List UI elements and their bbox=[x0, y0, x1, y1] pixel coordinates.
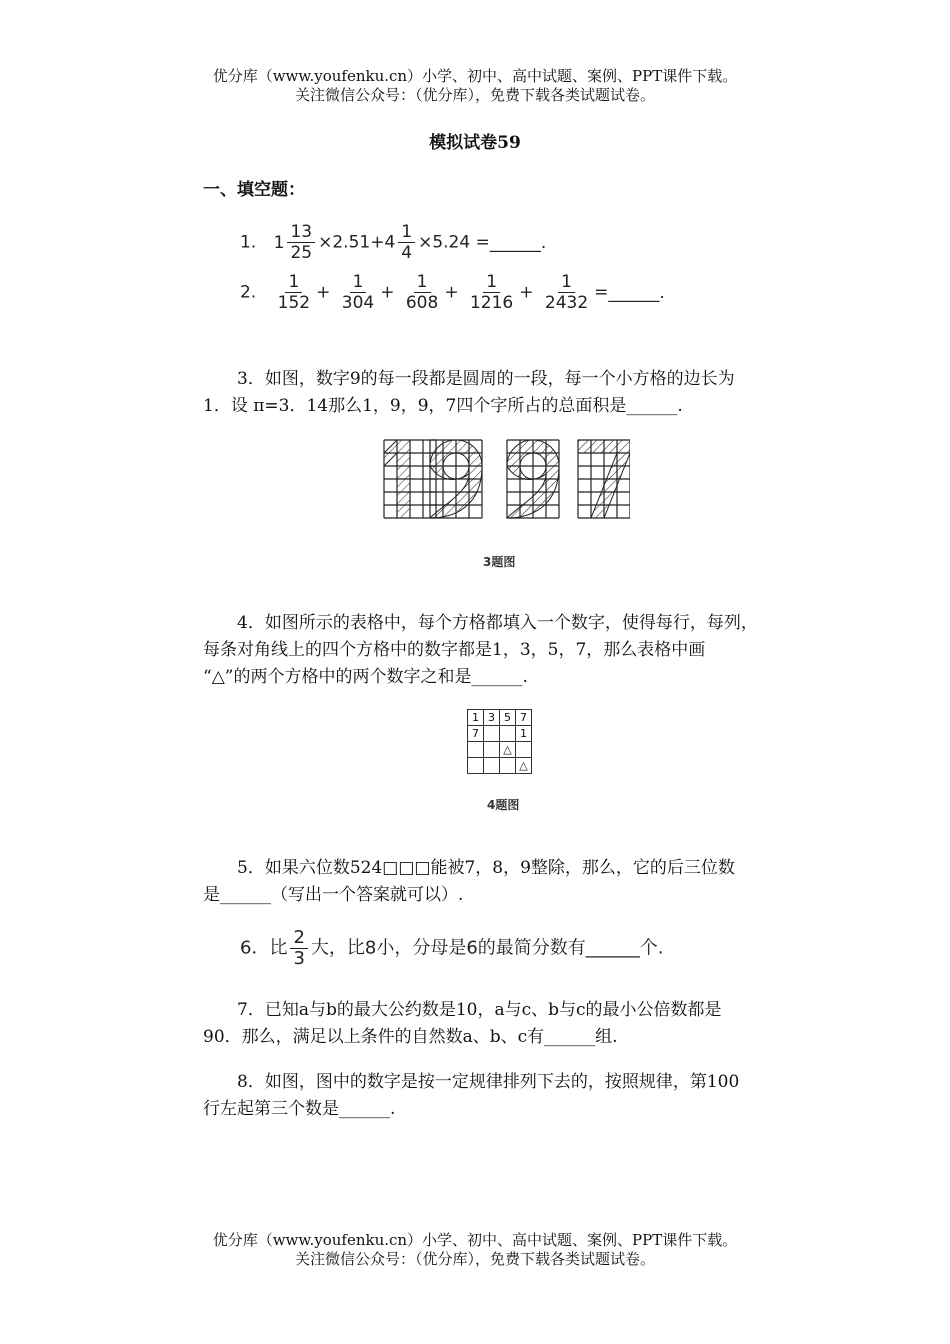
q4-grid-row bbox=[468, 742, 532, 758]
q4-grid-cell bbox=[484, 742, 500, 758]
q1-fraction-1-den: 25 bbox=[290, 243, 313, 263]
question-4 bbox=[203, 610, 813, 691]
q2-number: 2. bbox=[240, 282, 257, 303]
digit-9-grid bbox=[430, 440, 482, 518]
section-heading: 一、填空题： bbox=[203, 180, 305, 200]
q4-grid-row bbox=[468, 758, 532, 774]
q2-fraction-num: 1 bbox=[414, 272, 431, 293]
question-3 bbox=[203, 366, 813, 420]
q3-line-1: 3．如图，数字9的每一段都是圆周的一段，每一个小方格的边长为 bbox=[237, 369, 735, 389]
q2-fraction bbox=[542, 272, 591, 313]
q1-fraction-1-num: 13 bbox=[287, 222, 315, 243]
q2-fraction bbox=[339, 272, 377, 313]
q4-caption: 4题图 bbox=[487, 798, 520, 812]
q2-fraction bbox=[403, 272, 441, 313]
q2-fraction-den: 2432 bbox=[544, 293, 589, 313]
q3-line-2: 1．设 π=3．14那么1，9，9，7四个字所占的总面积是______. bbox=[203, 396, 683, 416]
q2-fraction-num: 1 bbox=[350, 272, 367, 293]
q2-fraction-den: 1216 bbox=[469, 293, 514, 313]
q4-grid-cell bbox=[468, 742, 484, 758]
q4-grid-cell: 1 bbox=[468, 710, 484, 726]
q4-grid-row bbox=[468, 710, 532, 726]
question-7 bbox=[203, 997, 813, 1051]
q1-fraction-2 bbox=[398, 222, 415, 263]
footer-line-1: 优分库（www.youfenku.cn）小学、初中、高中试题、案例、PPT课件下载。 bbox=[212, 1231, 738, 1249]
q6-fraction-num: 2 bbox=[290, 928, 307, 949]
digit-7-grid bbox=[578, 440, 630, 518]
q2-plus: + bbox=[316, 282, 331, 303]
footer-line-2: 关注微信公众号：（优分库），免费下载各类试题试卷。 bbox=[294, 1250, 655, 1268]
q4-grid-cell bbox=[484, 726, 500, 742]
q4-grid-cell bbox=[516, 742, 532, 758]
q6-fraction bbox=[290, 928, 307, 969]
q2-plus: + bbox=[444, 282, 459, 303]
q3-figure bbox=[380, 436, 630, 531]
q1-number: 1. bbox=[240, 232, 257, 253]
q6-fraction-den: 3 bbox=[293, 948, 305, 969]
q2-fraction-den: 304 bbox=[341, 293, 375, 313]
q1-answer-blank[interactable]: ______. bbox=[489, 232, 547, 253]
q1-mid-1: ×2.51+4 bbox=[318, 232, 396, 253]
header-line-2: 关注微信公众号：（优分库），免费下载各类试题试卷。 bbox=[294, 86, 655, 104]
question-1 bbox=[240, 222, 546, 263]
q1-fraction-2-num: 1 bbox=[398, 222, 415, 243]
q4-line-3: “△”的两个方格中的两个数字之和是______. bbox=[203, 667, 528, 687]
q3-caption: 3题图 bbox=[483, 555, 516, 569]
q2-equals: = bbox=[594, 282, 609, 303]
q4-grid-cell: 3 bbox=[484, 710, 500, 726]
q2-fraction-num: 1 bbox=[483, 272, 500, 293]
q5-line-2: 是______（写出一个答案就可以）. bbox=[203, 885, 464, 905]
digit-1-grid bbox=[384, 440, 436, 518]
q1-fraction-1 bbox=[287, 222, 315, 263]
q2-fraction-den: 152 bbox=[277, 293, 311, 313]
q4-grid bbox=[467, 709, 532, 774]
page-title: 模拟试卷59 bbox=[429, 133, 521, 153]
q1-mid-2: ×5.24 = bbox=[418, 232, 490, 253]
q2-fraction-num: 1 bbox=[558, 272, 575, 293]
q6-post: 大，比8小，分母是6的最简分数有______个. bbox=[310, 937, 664, 959]
q4-line-1: 4．如图所示的表格中，每个方格都填入一个数字，使得每行，每列， bbox=[237, 613, 758, 633]
q2-plus: + bbox=[519, 282, 534, 303]
question-8 bbox=[203, 1069, 813, 1123]
q6-pre: 6．比 bbox=[240, 937, 288, 959]
q4-grid-cell bbox=[468, 758, 484, 774]
q2-fraction bbox=[467, 272, 516, 313]
q2-answer-blank[interactable]: ______. bbox=[608, 282, 665, 303]
q2-fraction-num: 1 bbox=[285, 272, 302, 293]
q4-line-2: 每条对角线上的四个方格中的数字都是1，3，5，7，那么表格中画 bbox=[203, 640, 706, 660]
q2-fraction-den: 608 bbox=[405, 293, 439, 313]
q2-plus: + bbox=[380, 282, 395, 303]
question-6 bbox=[240, 928, 664, 969]
q8-line-1: 8．如图，图中的数字是按一定规律排列下去的，按照规律，第100 bbox=[237, 1072, 740, 1092]
q4-grid-cell: △ bbox=[516, 758, 532, 774]
q1-fraction-2-den: 4 bbox=[401, 243, 413, 263]
digit-grids bbox=[384, 440, 630, 518]
q4-grid-cell: △ bbox=[500, 742, 516, 758]
digit-9-grid bbox=[507, 440, 559, 518]
q7-line-2: 90．那么，满足以上条件的自然数a、b、c有______组. bbox=[203, 1027, 618, 1047]
q4-grid-cell: 5 bbox=[500, 710, 516, 726]
q2-fraction bbox=[275, 272, 313, 313]
q1-whole: 1 bbox=[273, 232, 285, 253]
q4-grid-cell bbox=[484, 758, 500, 774]
header-line-1: 优分库（www.youfenku.cn）小学、初中、高中试题、案例、PPT课件下载。 bbox=[212, 67, 738, 85]
q4-grid-cell bbox=[500, 758, 516, 774]
q4-grid-cell: 7 bbox=[468, 726, 484, 742]
q5-line-1: 5．如果六位数524□□□能被7，8，9整除，那么，它的后三位数 bbox=[237, 858, 735, 878]
q4-grid-row bbox=[468, 726, 532, 742]
q8-line-2: 行左起第三个数是______. bbox=[203, 1099, 396, 1119]
question-5 bbox=[203, 855, 813, 909]
q4-grid-cell: 7 bbox=[516, 710, 532, 726]
q4-grid-cell bbox=[500, 726, 516, 742]
question-2 bbox=[240, 272, 665, 313]
q7-line-1: 7．已知a与b的最大公约数是10，a与c、b与c的最小公倍数都是 bbox=[237, 1000, 722, 1020]
q4-grid-cell: 1 bbox=[516, 726, 532, 742]
